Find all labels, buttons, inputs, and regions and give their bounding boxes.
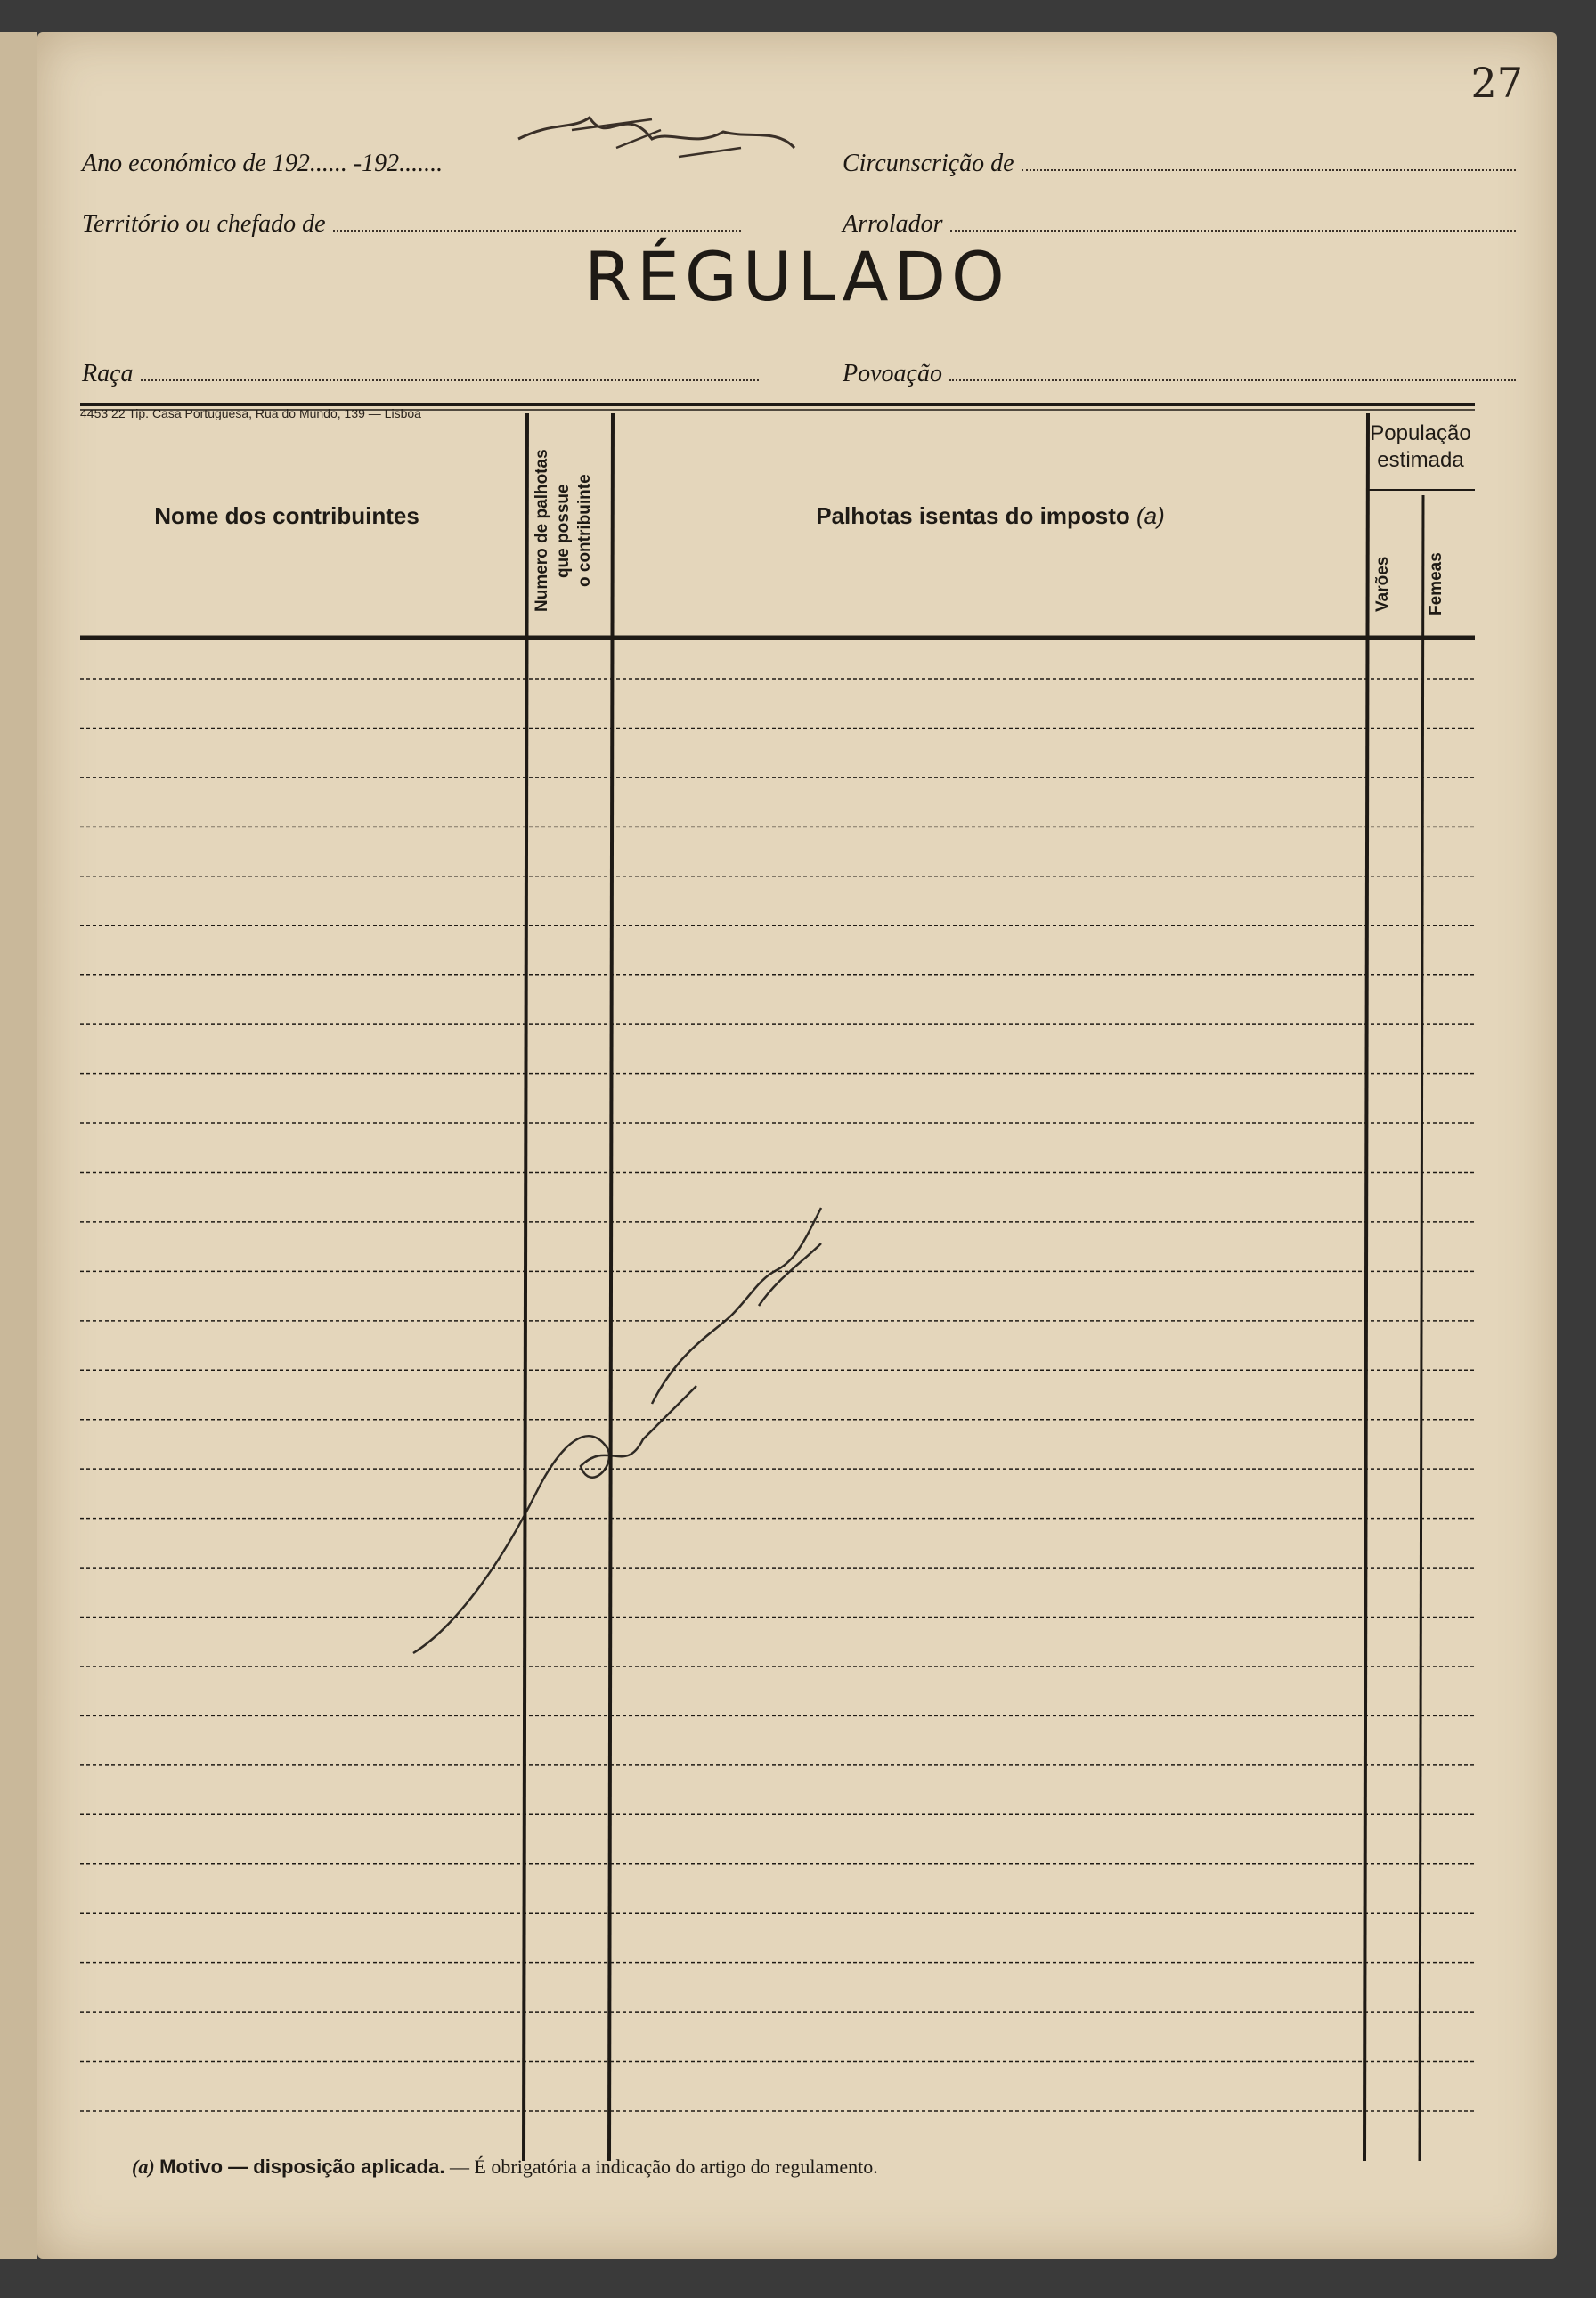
handwritten-mark-2	[652, 1208, 821, 1404]
arrolador-label: Arrolador	[843, 210, 943, 238]
footnote-text: — É obrigatória a indicação do artigo do regulamento.	[444, 2155, 878, 2178]
header-numero-line-1: Numero de palhotas	[533, 449, 551, 613]
header-femeas: Femeas	[1427, 552, 1445, 616]
table-grid	[37, 32, 1557, 2259]
divider-varoes-femeas	[1420, 495, 1423, 2161]
header-numero-line-3: o contribuinte	[575, 474, 594, 588]
binding-spine	[0, 32, 37, 2259]
footnote-ref: (a)	[132, 2155, 155, 2178]
header-varoes: Varões	[1373, 556, 1392, 613]
handwritten-mark-1	[413, 1386, 696, 1653]
printer-imprint: 4453 22 Tip. Casa Portuguesa, Rua do Mundo, 139 — Lisboa	[80, 406, 421, 420]
divider-numero-palhotas	[609, 413, 613, 2161]
povoacao-label: Povoação	[843, 360, 942, 387]
header-nome-contribuintes: Nome dos contribuintes	[154, 502, 419, 529]
header-populacao-line-1: População	[1370, 421, 1471, 445]
circunscricao-label: Circunscrição de	[843, 150, 1014, 177]
footnote	[132, 2155, 878, 2179]
header-palhotas-ref: (a)	[1136, 502, 1165, 529]
ano-economico-label: Ano económico de 192...... -192.......	[82, 150, 444, 177]
footnote-motivo: Motivo — disposição aplicada.	[159, 2155, 445, 2178]
page-title: RÉGULADO	[584, 237, 1010, 316]
header-numero-line-2: que possue	[554, 484, 573, 578]
divider-palhotas-populacao	[1364, 413, 1368, 2161]
page-number: 27	[1470, 59, 1523, 107]
register-page	[37, 32, 1557, 2259]
header-palhotas-text: Palhotas isentas do imposto	[816, 502, 1130, 529]
header-populacao-line-2: estimada	[1377, 448, 1464, 472]
territorio-label: Território ou chefado de	[82, 210, 326, 238]
divider-nome-numero	[524, 413, 527, 2161]
raca-label: Raça	[82, 360, 134, 387]
